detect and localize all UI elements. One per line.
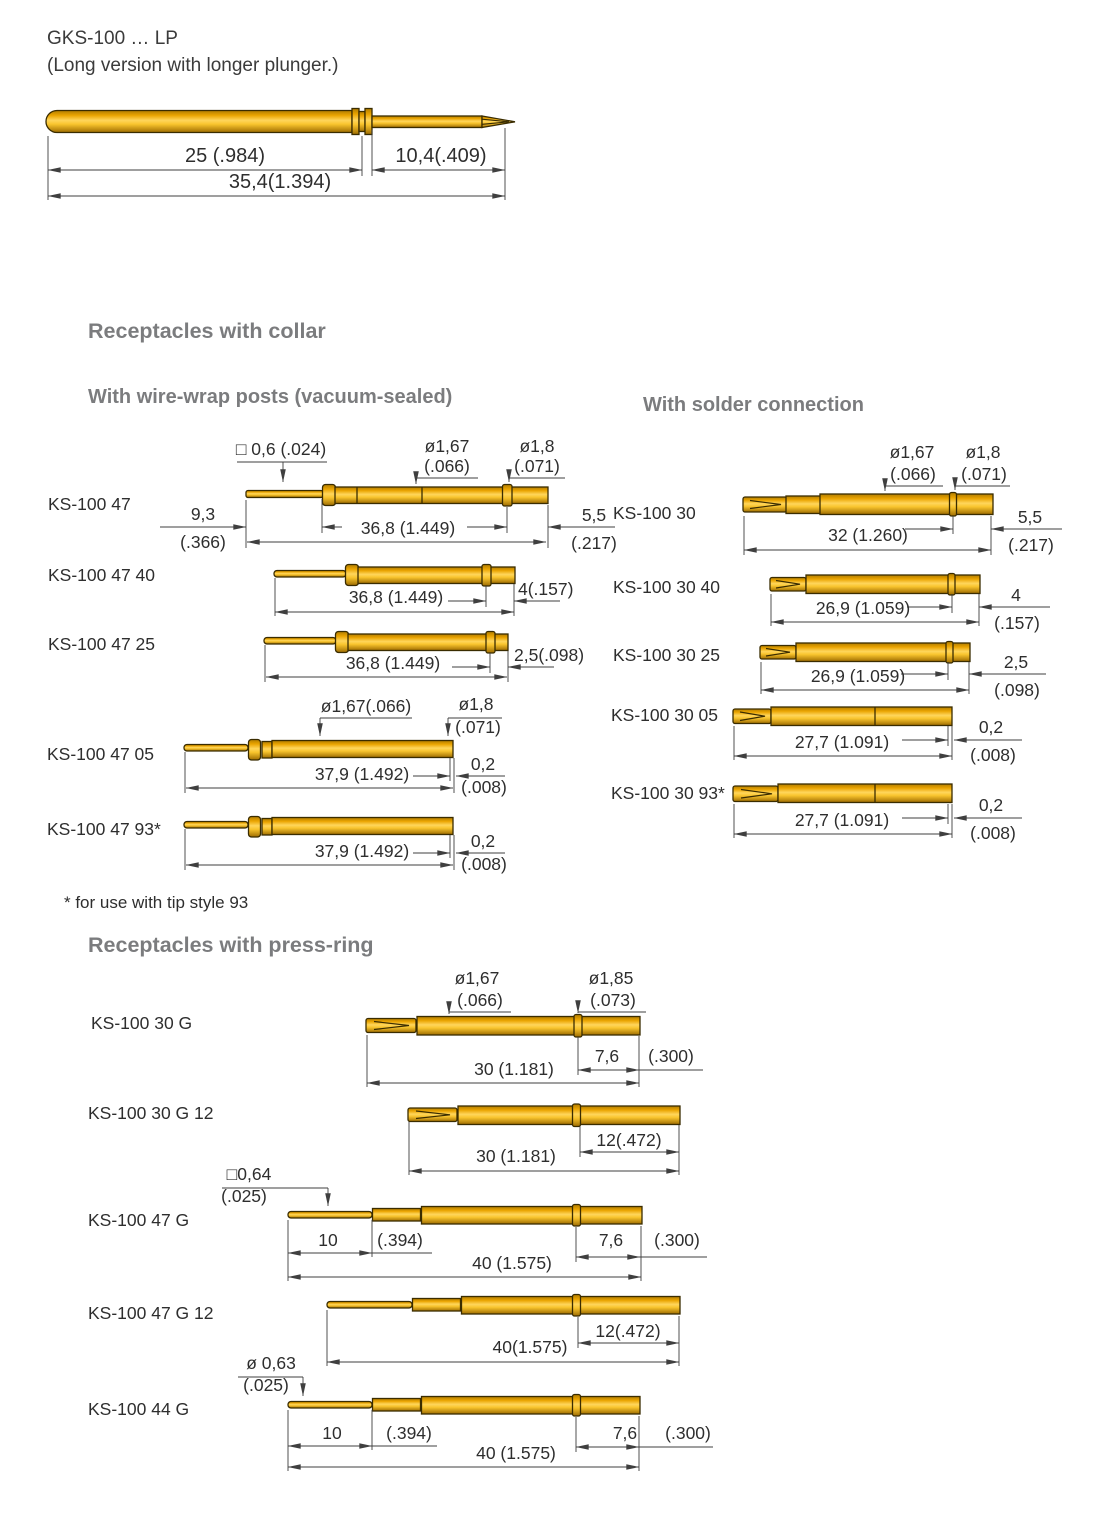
collar-ring [262,742,272,759]
collar-ring [503,485,513,507]
dim-total: 36,8 (1.449) [345,653,441,673]
dim-total: 40(1.575) [492,1337,568,1357]
dim-tail-inch: (.300) [648,1046,694,1066]
probe-drawing [743,493,993,517]
collar [323,485,336,506]
receptacle-body [422,1207,643,1225]
collar-ring [482,565,491,587]
receptacle-body [422,1397,641,1415]
dim-tail-inch: (.217) [1008,535,1054,555]
solder-slot-tip [770,578,806,592]
dim-tail-inch: (.300) [665,1423,711,1443]
part-label: KS-100 47 G [88,1210,190,1230]
dim-tail-inch: (.008) [970,745,1016,765]
dim-tail-inch: (.217) [571,533,617,553]
figure-ks-100-47-05 [47,694,507,797]
part-label: KS-100 47 40 [48,565,156,585]
figure-ks-100-47-g [88,1164,707,1281]
dim-tail: 12(.472) [595,1321,661,1341]
probe-drawing [366,1015,640,1038]
figure-ks-100-47-g-12 [88,1295,680,1367]
figure-gks-100-lp [46,109,515,201]
dim-tail: 0,2 [470,831,496,851]
probe-drawing [288,1205,642,1227]
dim-post-inch: (.394) [386,1423,432,1443]
callout-diameter-1: ø1,67 [424,436,470,456]
callout-diameter-2: ø1,8 [519,436,555,456]
callout-post-size: □0,64 [226,1164,272,1184]
dim-tail: 7,6 [594,1046,620,1066]
part-label: KS-100 44 G [88,1399,190,1419]
part-label: KS-100 30 [613,503,696,523]
figure-ks-100-30-40 [613,574,1050,634]
figure-ks-100-30-g [91,968,703,1087]
probe-drawing [288,1395,640,1417]
receptacle-body [778,784,952,803]
dim-total: 40 (1.575) [476,1443,556,1463]
probe-drawing [184,740,453,761]
dim-tail-inch: (.300) [654,1230,700,1250]
page-subtitle: (Long version with longer plunger.) [47,55,339,76]
tip-rod [264,638,336,645]
tip-rod [184,822,248,829]
dim-tail: 7,6 [598,1230,624,1250]
probe-tip [482,116,515,128]
dim-tail: 2,5(.098) [514,645,585,665]
dim-post-inch: (.394) [377,1230,423,1250]
dim-tail-inch: (.008) [970,823,1016,843]
receptacle-body [417,1017,640,1036]
dim-tail: 4(.157) [518,579,574,599]
solder-slot-tip [733,709,771,724]
body-step [786,496,821,514]
part-label: KS-100 30 05 [611,705,719,725]
callout-diameter-2-inch: (.073) [590,990,636,1010]
heading-wirewrap: With wire-wrap posts (vacuum-sealed) [88,386,453,408]
press-ring [574,1015,582,1038]
callout-diameter-2: ø1,8 [458,694,494,714]
collar [249,740,261,761]
tip-rod [184,745,248,752]
dim-total: 37,9 (1.492) [314,841,410,861]
receptacle-body [771,707,952,726]
part-label: KS-100 47 [48,494,131,514]
collar [336,632,349,653]
dim-total: 30 (1.181) [476,1146,556,1166]
dim-tail: 0,2 [978,795,1004,815]
dim-plunger-length: 10,4(.409) [395,145,487,167]
dim-total-length: 35,4(1.394) [228,171,332,193]
dim-total: 27,7 (1.091) [794,810,890,830]
probe-drawing [408,1104,680,1127]
receptacle-body [796,643,970,662]
callout-diameter-1-inch: (.066) [890,464,936,484]
wirewrap-post [327,1302,412,1309]
dim-total: 36,8 (1.449) [348,587,444,607]
receptacle-body [458,1106,680,1125]
sleeve [373,1399,421,1412]
part-label: KS-100 47 05 [47,744,155,764]
probe-barrel [46,111,352,133]
dim-tail: 2,5 [1003,652,1029,672]
probe-drawing [760,642,970,664]
callout-post-size-inch: (.025) [243,1375,289,1395]
dim-barrel-length: 25 (.984) [184,145,266,167]
figure-ks-100-30-g-12 [88,1103,680,1175]
page-title: GKS-100 … LP [47,28,178,49]
probe-plunger [372,116,482,128]
callout-post-size: □ 0,6 (.024) [235,439,327,459]
dim-total: 30 (1.181) [474,1059,554,1079]
dim-post-inch: (.366) [180,532,226,552]
dim-total: 40 (1.575) [472,1253,552,1273]
callout-diameter-2-inch: (.071) [455,717,501,737]
figure-ks-100-30-25 [613,642,1046,701]
figure-ks-100-47-40 [48,565,573,617]
probe-drawing [274,565,515,587]
probe-drawing [733,707,952,726]
dim-total: 26,9 (1.059) [810,666,906,686]
dim-tail-inch: (.008) [461,777,507,797]
probe-ring [365,109,372,135]
tip-rod [274,571,346,578]
dim-tail-inch: (.008) [461,854,507,874]
sleeve [413,1299,461,1312]
collar [249,817,261,838]
figure-ks-100-30-05 [611,705,1022,765]
dim-total: 37,9 (1.492) [314,764,410,784]
dim-tail: 5,5 [1017,507,1043,527]
receptacle-body [348,634,508,651]
callout-post-size: ø 0,63 [246,1353,296,1373]
dim-tail-inch: (.098) [994,680,1040,700]
dim-total: 36,8 (1.449) [360,518,456,538]
dim-tail: 12(.472) [596,1130,662,1150]
part-label: KS-100 30 G [91,1013,193,1033]
figure-ks-100-30-93 [611,783,1022,843]
sleeve [373,1209,421,1222]
part-label: KS-100 30 40 [613,577,721,597]
wirewrap-post [288,1212,372,1219]
probe-drawing [733,784,952,803]
callout-post-size-inch: (.025) [221,1186,267,1206]
dim-tail: 0,2 [470,754,496,774]
press-ring [573,1295,581,1317]
callout-diameter-1-inch: (.066) [424,456,470,476]
callout-diameter-1: ø1,67(.066) [320,696,412,716]
callout-diameter-2: ø1,85 [588,968,634,988]
wirewrap-post [246,491,323,498]
collar-ring [950,493,957,517]
probe-ring [352,109,359,135]
dim-total: 27,7 (1.091) [794,732,890,752]
heading-pressring: Receptacles with press-ring [88,933,374,957]
probe-drawing [264,632,508,654]
collar-ring [262,819,272,836]
dim-tail: 4 [1011,585,1021,605]
receptacle-body [820,494,993,515]
part-label: KS-100 30 G 12 [88,1103,214,1123]
dim-post: 10 [322,1423,342,1443]
probe-drawing [770,574,980,596]
figure-ks-100-47 [48,436,617,553]
dim-post: 9,3 [190,504,216,524]
probe-drawing [184,817,453,838]
receptacle-body [272,741,453,758]
solder-slot-tip [760,646,796,660]
probe-drawing [246,485,548,507]
press-ring [573,1395,581,1417]
press-ring [573,1104,581,1127]
dim-total: 26,9 (1.059) [815,598,911,618]
dim-tail-inch: (.157) [994,613,1040,633]
part-label: KS-100 47 25 [48,634,156,654]
press-ring [573,1205,581,1227]
receptacle-body [272,818,453,835]
collar-ring [486,632,495,654]
figure-ks-100-30 [613,442,1062,555]
probe-drawing [327,1295,680,1317]
figure-ks-100-47-93 [47,817,507,875]
dim-post: 10 [318,1230,338,1250]
callout-diameter-1: ø1,67 [454,968,500,988]
dim-tail: 7,6 [612,1423,638,1443]
figure-ks-100-44-g [88,1353,713,1471]
gks-probe-drawing [46,109,515,135]
figure-ks-100-47-25 [48,632,584,683]
part-label: KS-100 30 25 [613,645,721,665]
part-label: KS-100 30 93* [611,783,725,803]
part-label: KS-100 47 93* [47,819,161,839]
dimensions [222,1188,707,1281]
part-label: KS-100 47 G 12 [88,1303,214,1323]
dim-tail: 0,2 [978,717,1004,737]
callout-diameter-2-inch: (.071) [961,464,1007,484]
dim-tail: 5,5 [581,505,607,525]
collar-ring [946,642,953,664]
probe-ring-groove [359,112,365,132]
heading-solder: With solder connection [643,394,864,416]
callout-diameter-2-inch: (.071) [514,456,560,476]
receptacle-body [335,487,548,504]
callout-diameter-1: ø1,67 [889,442,935,462]
dim-total: 32 (1.260) [828,525,908,545]
footnote: * for use with tip style 93 [64,893,249,912]
collar [346,565,359,586]
heading-receptacles-collar: Receptacles with collar [88,319,326,343]
collar-ring [948,574,955,596]
tip-rod [288,1402,372,1409]
callout-diameter-2: ø1,8 [965,442,1001,462]
callout-diameter-1-inch: (.066) [457,990,503,1010]
receptacle-body [462,1297,681,1315]
